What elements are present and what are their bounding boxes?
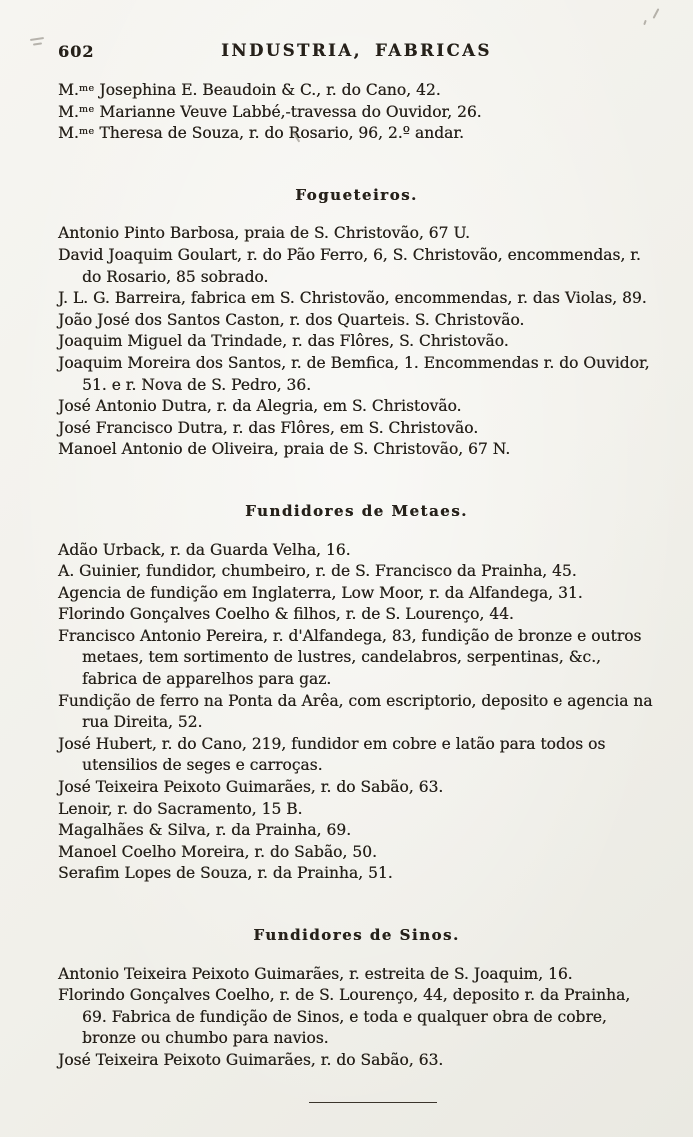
- scan-artifact: [643, 20, 647, 25]
- honorific-superscript: me: [78, 82, 95, 94]
- honorific: M.: [58, 102, 79, 121]
- scan-artifact: [33, 42, 42, 45]
- section-fogueteiros: [58, 185, 655, 461]
- entry-text: Josephina E. Beaudoin & C., r. do Cano, 42.: [99, 81, 441, 99]
- honorific: M.: [58, 81, 79, 99]
- directory-entry: Agencia de fundição em Inglaterra, Low Moor, r. da Alfandega, 31.: [58, 583, 583, 602]
- scan-artifact: [30, 37, 44, 41]
- page-header: [58, 40, 655, 66]
- directory-entry: Florindo Gonçalves Coelho, r. de S. Lourenço, 44, deposito r. da Prainha, 69. Fabrica de fundição de Sinos, e toda e qualquer obra de cobre, bronze ou chumbo para navios.: [58, 986, 631, 1048]
- entry-text: Theresa de Souza, r. do Rosario, 96, 2.º andar.: [99, 124, 464, 143]
- section-title: Fundidores de Metaes.: [245, 501, 468, 520]
- directory-entry: Florindo Gonçalves Coelho & filhos, r. de S. Lourenço, 44.: [58, 605, 514, 624]
- directory-entry: Antonio Teixeira Peixoto Guimarães, r. estreita de S. Joaquim, 16.: [58, 964, 573, 983]
- honorific: M.: [58, 124, 79, 143]
- running-title: INDUSTRIA, FABRICAS: [221, 41, 492, 60]
- directory-entry: [58, 102, 655, 124]
- directory-entry: José Teixeira Peixoto Guimarães, r. do Sabão, 63.: [58, 1050, 444, 1069]
- directory-entry: [58, 80, 655, 102]
- directory-entry: Fundição de ferro na Ponta da Arêa, com escriptorio, deposito e agencia na rua Direita, 52.: [58, 691, 653, 732]
- directory-entry: José Teixeira Peixoto Guimarães, r. do Sabão, 63.: [58, 778, 444, 797]
- section-title: Fogueteiros.: [295, 185, 418, 204]
- directory-entry: Joaquim Miguel da Trindade, r. das Flôres, S. Christovão.: [58, 332, 509, 351]
- directory-entry: [58, 123, 655, 145]
- directory-entry: Adão Urback, r. da Guarda Velha, 16.: [58, 540, 351, 559]
- section-fundidores-de-metaes: [58, 501, 655, 885]
- honorific-superscript: me: [78, 125, 95, 137]
- honorific-superscript: me: [78, 104, 95, 116]
- directory-entry: A. Guinier, fundidor, chumbeiro, r. de S. Francisco da Prainha, 45.: [58, 562, 577, 581]
- directory-entry: David Joaquim Goulart, r. do Pão Ferro, 6, S. Christovão, encommendas, r. do Rosario, 85 sobrado.: [58, 245, 641, 286]
- section-title: Fundidores de Sinos.: [253, 926, 460, 944]
- intro-entries: [58, 80, 655, 145]
- entry-text: Marianne Veuve Labbé,-travessa do Ouvidor, 26.: [99, 102, 482, 121]
- directory-entry: Francisco Antonio Pereira, r. d'Alfandega, 83, fundição de bronze e outros metaes, tem sortimento de lustres, candelabros, serpentinas, &c., fabrica de apparelhos para gaz.: [58, 626, 642, 689]
- directory-entry: José Francisco Dutra, r. das Flôres, em S. Christovão.: [58, 418, 479, 437]
- directory-entry: Antonio Pinto Barbosa, praia de S. Christovão, 67 U.: [58, 224, 470, 243]
- section-fundidores-de-sinos: [58, 925, 655, 1072]
- directory-entry: J. L. G. Barreira, fabrica em S. Christovão, encommendas, r. das Violas, 89.: [58, 289, 647, 308]
- directory-entry: João José dos Santos Caston, r. dos Quarteis. S. Christovão.: [58, 310, 525, 329]
- directory-entry: Joaquim Moreira dos Santos, r. de Bemfica, 1. Encommendas r. do Ouvidor, 51. e r. Nova de S. Pedro, 36.: [58, 353, 650, 394]
- directory-entry: Manoel Antonio de Oliveira, praia de S. Christovão, 67 N.: [58, 440, 511, 459]
- directory-entry: José Antonio Dutra, r. da Alegria, em S. Christovão.: [58, 397, 462, 416]
- directory-entry: Manoel Coelho Moreira, r. do Sabão, 50.: [58, 842, 377, 861]
- directory-entry: José Hubert, r. do Cano, 219, fundidor em cobre e latão para todos os utensilios de seges e carroças.: [58, 734, 606, 775]
- scan-artifact: [653, 8, 660, 19]
- page-number: 602: [58, 42, 95, 61]
- section-end-rule: [309, 1102, 437, 1103]
- directory-entry: Lenoir, r. do Sacramento, 15 B.: [58, 799, 303, 818]
- directory-entry: Magalhães & Silva, r. da Prainha, 69.: [58, 821, 352, 840]
- directory-entry: Serafim Lopes de Souza, r. da Prainha, 51.: [58, 864, 393, 883]
